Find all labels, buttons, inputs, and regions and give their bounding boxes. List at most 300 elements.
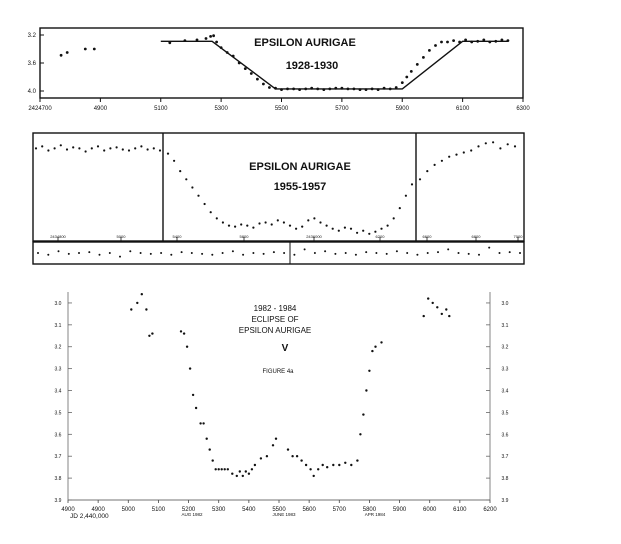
panel-1928-point <box>84 48 87 51</box>
panel-1928-x-tick-label: 6300 <box>516 106 530 112</box>
panel-1982-y-tick-label: 3.7 <box>54 454 62 461</box>
panel-1982-x-tick-label: 6200 <box>483 507 497 513</box>
panel-1928-point <box>507 39 510 42</box>
panel-1955-strip-point <box>304 248 306 250</box>
panel-1982-point <box>305 464 307 466</box>
panel-1982-point <box>206 438 208 440</box>
panel-1928-point <box>365 88 368 91</box>
panel-1955-title: EPSILON AURIGAE <box>249 161 351 173</box>
panel-1928-point <box>334 87 337 90</box>
panel-1928-point <box>322 88 325 91</box>
panel-1982-point <box>212 459 214 461</box>
panel-1928-point <box>494 40 497 43</box>
panel-1928-point <box>328 88 331 91</box>
panel-1982-point <box>291 455 293 457</box>
panel-1928-point <box>310 87 313 90</box>
panel-1955-point <box>72 146 74 148</box>
panel-1928-point <box>458 41 461 44</box>
panel-1955-strip-point <box>324 250 326 252</box>
panel-1928-point <box>205 37 208 40</box>
panel-1955-point <box>405 195 407 197</box>
panel-1955-point <box>326 225 328 227</box>
panel-1982-x-tick-label: 5700 <box>332 507 346 513</box>
panel-1955-point <box>85 150 87 152</box>
panel-1955-strip-point <box>88 251 90 253</box>
panel-1928-x-tick-label: 6100 <box>455 106 470 112</box>
panel-1955-strip-point <box>334 253 336 255</box>
panel-1928-point <box>215 41 218 44</box>
panel-1928-point <box>209 35 212 38</box>
panel-1928-point <box>268 86 271 89</box>
panel-1982-x-tick-label: 5500 <box>272 507 286 513</box>
panel-1928-point <box>501 39 504 42</box>
panel-1928-y-tick-label: 3.6 <box>27 61 36 67</box>
panel-1982-point <box>332 464 334 466</box>
panel-1928-point <box>464 39 467 42</box>
panel-1982-point <box>130 308 132 310</box>
panel-1982-y-tick-label-right: 3.5 <box>501 410 509 417</box>
panel-1955-x-tick-label: 6600 <box>422 234 432 239</box>
panel-1928-years: 1928-1930 <box>285 60 339 72</box>
panel-1982-point <box>236 475 238 477</box>
panel-1955-point <box>455 154 457 156</box>
panel-1955-strip-point <box>201 253 203 255</box>
panel-1955-strip-point <box>252 252 254 254</box>
panel-1982-point <box>441 313 443 315</box>
panel-1928-point <box>250 72 253 75</box>
panel-1982-band: V <box>281 343 289 354</box>
panel-1982-point <box>141 293 143 295</box>
panel-1928 <box>28 28 531 112</box>
panel-1955-point <box>271 223 273 225</box>
panel-1928-point <box>244 67 247 70</box>
panel-1955-point <box>210 211 212 213</box>
panel-1982-point <box>313 475 315 477</box>
panel-1955-point <box>350 228 352 230</box>
panel-1982-point <box>151 332 153 334</box>
panel-1955-strip-point <box>58 250 60 252</box>
panel-1955-strip-point <box>222 252 224 254</box>
panel-1982-point <box>432 302 434 304</box>
panel-1955-strip-points <box>37 247 521 258</box>
panel-1955-point <box>463 151 465 153</box>
panel-1982-point <box>362 413 364 415</box>
panel-1955-point <box>159 149 161 151</box>
panel-1955-point <box>393 217 395 219</box>
panel-1955-point <box>234 226 236 228</box>
panel-1982-point <box>215 468 217 470</box>
panel-1982-point <box>350 464 352 466</box>
panel-1982-point <box>322 464 324 466</box>
panel-1955-point <box>368 233 370 235</box>
panel-1982-point <box>266 455 268 457</box>
panel-1955-strip-point <box>396 250 398 252</box>
panel-1955-strip-frame <box>33 242 524 264</box>
panel-1955-point <box>374 231 376 233</box>
panel-1955-point <box>313 217 315 219</box>
panel-1982-x-tick-label: 5100 <box>151 507 166 513</box>
panel-1982-point <box>317 468 319 470</box>
panel-1928-point <box>232 55 235 58</box>
panel-1982-point <box>202 422 204 424</box>
panel-1955-strip-point <box>129 250 131 252</box>
panel-1955-point <box>179 170 181 172</box>
panel-1982-point <box>145 308 147 310</box>
panel-1955-strip-point <box>519 252 521 254</box>
panel-1955-strip-point <box>263 253 265 255</box>
panel-1928-point <box>168 41 171 44</box>
panel-1955-strip-point <box>488 247 490 249</box>
panel-1928-x-tick-label: 5100 <box>154 106 168 112</box>
panel-1928-point <box>410 70 413 73</box>
panel-1955-strip-point <box>293 254 295 256</box>
panel-1955-point <box>265 221 267 223</box>
panel-1982-x-tick-label: 5000 <box>121 507 135 513</box>
panel-1928-point <box>93 48 96 51</box>
panel-1928-x-tick-label: 2424700 <box>28 106 52 112</box>
panel-1982-title-eclipse: ECLIPSE OF <box>251 315 299 324</box>
panel-1928-x-axis <box>28 98 530 112</box>
panel-1955-point <box>109 147 111 149</box>
panel-1982-y-tick-label: 3.2 <box>54 344 62 351</box>
panel-1955-point <box>191 186 193 188</box>
panel-1928-x-tick-label: 5500 <box>274 106 289 112</box>
panel-1928-point <box>405 76 408 79</box>
panel-1982-point <box>365 389 367 391</box>
panel-1955-point <box>499 147 501 149</box>
panel-1982-point <box>380 341 382 343</box>
panel-1955-strip-point <box>150 253 152 255</box>
panel-1982-point <box>296 455 298 457</box>
panel-1955-point <box>289 225 291 227</box>
panel-1955-x-tick-label: 6200 <box>375 234 385 239</box>
panel-1982-point <box>189 367 191 369</box>
panel-1982-y-tick-label: 3.1 <box>54 322 62 329</box>
panel-1982-point <box>227 468 229 470</box>
panel-1982-y-tick-label-right: 3.9 <box>501 498 509 504</box>
panel-1955-point <box>252 227 254 229</box>
panel-1955-strip-point <box>437 251 439 253</box>
panel-1955-strip-point <box>458 252 460 254</box>
panel-1982-point <box>186 346 188 348</box>
panel-1928-point <box>377 88 380 91</box>
panel-1955-strip-point <box>181 251 183 253</box>
panel-1955-point <box>173 160 175 162</box>
panel-1928-point <box>304 88 307 91</box>
panel-1982-point <box>287 448 289 450</box>
panel-1955-point <box>78 147 80 149</box>
panel-1982-date-apr-1984: APR 1984 <box>364 512 386 517</box>
panel-1982-figure-label: FIGURE 4a <box>262 369 294 375</box>
panel-1982-y-tick-label: 3.0 <box>54 300 62 307</box>
panel-1955-strip-point <box>170 254 172 256</box>
panel-1982-point <box>374 346 376 348</box>
panel-1955-point <box>134 147 136 149</box>
panel-1928-point <box>66 51 69 54</box>
panel-1982-point <box>242 475 244 477</box>
panel-1928-point <box>482 39 485 42</box>
panel-1955-point <box>411 183 413 185</box>
panel-1955-point <box>197 195 199 197</box>
panel-1955-point <box>54 147 56 149</box>
panel-1955-x-tick-label: 5800 <box>239 234 249 239</box>
panel-1982-point <box>209 448 211 450</box>
panel-1928-x-tick-label: 5900 <box>395 106 409 112</box>
panel-1955-strip-point <box>416 254 418 256</box>
panel-1955-point <box>477 145 479 147</box>
panel-1955-point <box>240 223 242 225</box>
panel-1982-point <box>254 464 256 466</box>
panel-1955-point <box>185 178 187 180</box>
panel-1955-point <box>41 145 43 147</box>
panel-1955-point <box>470 149 472 151</box>
panel-1955 <box>33 133 524 264</box>
panel-1982-point <box>218 468 220 470</box>
panel-1955-point <box>434 164 436 166</box>
panel-1928-point <box>440 41 443 44</box>
panel-1982-point <box>195 407 197 409</box>
panel-1928-point <box>262 83 265 86</box>
panel-1982-x-tick-label: 6100 <box>453 507 467 513</box>
panel-1982-point <box>275 438 277 440</box>
panel-1928-point <box>212 34 215 37</box>
panel-1955-point <box>35 147 37 149</box>
panel-1955-point <box>116 146 118 148</box>
panel-1982-y-tick-label-right: 3.0 <box>501 300 509 307</box>
panel-1955-point <box>319 221 321 223</box>
panel-1955-strip-point <box>160 252 162 254</box>
panel-1955-x-axis <box>50 234 523 241</box>
panel-1955-strip-point <box>273 251 275 253</box>
panel-1928-title: EPSILON AURIGAE <box>254 37 356 49</box>
panel-1955-point <box>277 219 279 221</box>
panel-1955-strip-point <box>119 256 121 258</box>
panel-1955-strip-point <box>47 254 49 256</box>
panel-1982-point <box>359 433 361 435</box>
panel-1982-point <box>239 470 241 472</box>
panel-1955-point <box>419 178 421 180</box>
panel-1955-point <box>246 225 248 227</box>
panel-1928-point <box>226 51 229 54</box>
panel-1982-point <box>368 370 370 372</box>
panel-1955-strip-point <box>499 252 501 254</box>
panel-1955-point <box>47 149 49 151</box>
panel-1928-point <box>196 39 199 42</box>
panel-1955-point <box>301 226 303 228</box>
panel-1928-point <box>280 88 283 91</box>
panel-1982-y-tick-label-right: 3.7 <box>501 454 509 461</box>
panel-1982-x-tick-label: 5200 <box>181 507 196 513</box>
panel-1928-point <box>238 62 241 65</box>
panel-1928-point <box>220 46 223 49</box>
panel-1982-x-tick-label: 5800 <box>362 507 377 513</box>
panel-1955-x-tick-label: 5400 <box>172 234 182 239</box>
panel-1982-point <box>221 468 223 470</box>
panel-1928-x-tick-label: 5700 <box>335 106 349 112</box>
panel-1982-point <box>423 315 425 317</box>
panel-1955-point <box>97 145 99 147</box>
panel-1955-point <box>153 147 155 149</box>
panel-1982-point <box>231 473 233 475</box>
panel-1928-point <box>184 39 187 42</box>
panel-1982-point <box>248 473 250 475</box>
panel-1982-y-tick-label: 3.5 <box>54 410 62 417</box>
panel-1928-point <box>316 88 319 91</box>
panel-1982-point <box>356 459 358 461</box>
panel-1982-point <box>136 302 138 304</box>
panel-1955-strip-point <box>109 252 111 254</box>
panel-1982-point <box>192 394 194 396</box>
panel-1955-strip-point <box>447 248 449 250</box>
panel-1982-point <box>251 468 253 470</box>
panel-1928-point <box>60 54 63 57</box>
panel-1928-point <box>341 87 344 90</box>
panel-1955-point <box>66 148 68 150</box>
panel-1982-y-tick-label: 3.3 <box>54 366 62 373</box>
panel-1928-point <box>286 88 289 91</box>
panel-1955-point <box>441 160 443 162</box>
panel-1982-point <box>436 306 438 308</box>
panel-1955-point <box>399 207 401 209</box>
panel-1982-y-tick-label-right: 3.2 <box>501 344 509 351</box>
panel-1955-point <box>216 217 218 219</box>
panel-1955-point <box>338 230 340 232</box>
panel-1955-point <box>128 149 130 151</box>
panel-1928-point <box>353 88 356 91</box>
panel-1982-jd-label: JD 2,440,000 <box>70 513 109 520</box>
panel-1928-point <box>359 88 362 91</box>
panel-1982-x-tick-label: 4900 <box>91 507 105 513</box>
panel-1928-point <box>416 63 419 66</box>
panel-1928-point <box>446 41 449 44</box>
panel-1928-point <box>488 41 491 44</box>
panel-1928-point <box>434 44 437 47</box>
panel-1955-strip-point <box>386 253 388 255</box>
panel-1928-point <box>422 56 425 59</box>
panel-1955-x-tick-label: 2436000 <box>306 234 322 239</box>
panel-1955-point <box>307 219 309 221</box>
panel-1982-point <box>445 308 447 310</box>
panel-1982-point <box>344 462 346 464</box>
panel-1982-point <box>300 459 302 461</box>
panel-1955-strip-point <box>427 252 429 254</box>
panel-1955-point <box>356 232 358 234</box>
panel-1955-point <box>122 148 124 150</box>
panel-1982-x-tick-label: 5600 <box>302 507 316 513</box>
panel-1955-strip-point <box>345 252 347 254</box>
panel-1982-x-tick-label: 6000 <box>423 507 437 513</box>
panel-1982-y-tick-label-right: 3.4 <box>501 388 509 395</box>
panel-1982-y-tick-label-right: 3.6 <box>501 432 509 439</box>
panel-1955-point <box>222 221 224 223</box>
panel-1982-point <box>272 444 274 446</box>
panel-1955-strip-point <box>365 251 367 253</box>
panel-1982-point <box>448 315 450 317</box>
panel-1928-point <box>371 88 374 91</box>
panel-1955-point <box>507 143 509 145</box>
panel-1928-point <box>347 88 350 91</box>
panel-1955-strip-point <box>242 254 244 256</box>
panel-1955-strip-point <box>283 252 285 254</box>
panel-1982-title-star: EPSILON AURIGAE <box>238 326 312 335</box>
panel-1955-point <box>167 153 169 155</box>
panel-1955-point <box>140 145 142 147</box>
panel-1928-point <box>470 41 473 44</box>
panel-1955-strip-point <box>375 252 377 254</box>
panel-1955-strip-point <box>232 250 234 252</box>
panel-1955-strip-point <box>314 252 316 254</box>
panel-1955-x-tick-label: 7000 <box>513 234 523 239</box>
panel-1982-date-june-1983: JUNE 1983 <box>272 512 296 517</box>
panel-1982-point <box>148 335 150 337</box>
panel-1982-y-tick-label-right: 3.8 <box>501 476 509 483</box>
panel-1982-x-tick-label: 5400 <box>242 507 256 513</box>
panel-1955-strip-point <box>406 252 408 254</box>
panel-1955-strip-point <box>355 254 357 256</box>
panel-1955-x-tick-label: 5000 <box>116 234 126 239</box>
panel-1955-point <box>258 222 260 224</box>
panel-1982-title-years: 1982 - 1984 <box>253 304 297 313</box>
panel-1928-point <box>383 87 386 90</box>
panel-1982-x-tick-label: 5300 <box>212 507 226 513</box>
panel-1955-point <box>60 144 62 146</box>
panel-1955-strip-point <box>78 252 80 254</box>
panel-1982-point <box>326 466 328 468</box>
panel-1982-y-tick-label: 3.4 <box>54 388 62 395</box>
panel-1955-x-tick-label: 6800 <box>471 234 481 239</box>
panel-1928-y-tick-label: 4.0 <box>27 89 36 95</box>
panel-1982-point <box>309 468 311 470</box>
panel-1982 <box>55 292 509 520</box>
panel-1955-point <box>362 230 364 232</box>
panel-1982-point <box>260 457 262 459</box>
panel-1928-point <box>389 88 392 91</box>
panel-1955-point <box>380 228 382 230</box>
panel-1982-y-tick-label-right: 3.1 <box>501 322 509 329</box>
panel-1955-point <box>426 170 428 172</box>
panel-1982-y-tick-label: 3.8 <box>54 476 62 483</box>
panel-1928-point <box>428 49 431 52</box>
panel-1928-point <box>452 39 455 42</box>
panel-1955-point <box>448 156 450 158</box>
panel-1928-point <box>256 78 259 81</box>
panel-1955-strip-point <box>211 254 213 256</box>
panel-1955-point <box>344 227 346 229</box>
panel-1982-point <box>180 330 182 332</box>
panel-1928-x-tick-label: 4900 <box>93 106 108 112</box>
panel-1955-point <box>103 149 105 151</box>
panel-1955-point <box>295 228 297 230</box>
panel-1928-point <box>395 86 398 89</box>
panel-1928-point <box>476 40 479 43</box>
panel-1982-point <box>245 470 247 472</box>
panel-1955-years: 1955-1957 <box>273 181 327 193</box>
panel-1955-x-tick-label: 2434800 <box>50 234 66 239</box>
panel-1955-point <box>485 142 487 144</box>
panel-1955-point <box>228 225 230 227</box>
panel-1955-point <box>492 141 494 143</box>
panel-1955-strip-point <box>468 253 470 255</box>
panel-1928-point <box>298 88 301 91</box>
panel-1955-strip-point <box>509 251 511 253</box>
panel-1955-point <box>147 148 149 150</box>
panel-1928-x-tick-label: 5300 <box>214 106 228 112</box>
panel-1928-y-axis <box>28 33 44 95</box>
panel-1982-point <box>199 422 201 424</box>
panel-1955-strip-point <box>99 254 101 256</box>
panel-1955-strip-point <box>68 253 70 255</box>
panel-1982-x-tick-label: 5900 <box>392 507 407 513</box>
